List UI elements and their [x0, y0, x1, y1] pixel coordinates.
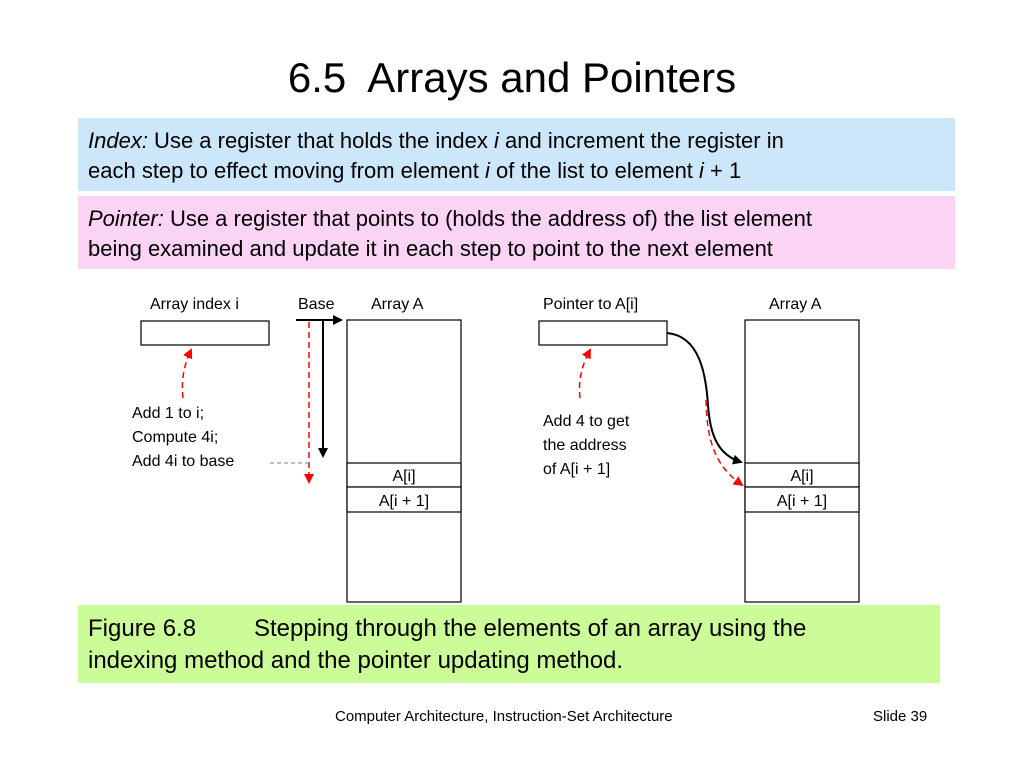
- index-var-i: i: [494, 128, 499, 153]
- pointer-text-1: Use a register that points to (holds the address of) the list element: [163, 206, 812, 231]
- caption-line-1: [88, 613, 930, 645]
- index-term: Index:: [88, 128, 148, 153]
- pointer-term: Pointer:: [88, 206, 164, 231]
- index-text-2a: each step to effect moving from element: [88, 158, 486, 183]
- step-of-ai1: of A[i + 1]: [543, 461, 611, 478]
- figure-caption-box: [78, 605, 940, 683]
- cell-a-i1-right-label: A[i + 1]: [776, 493, 828, 510]
- index-var-i3: i: [699, 158, 704, 183]
- slide-title: 6.5 Arrays and Pointers: [287, 54, 737, 101]
- label-array-a-right: Array A: [769, 296, 822, 313]
- cell-a-i-left-label: A[i]: [392, 468, 416, 485]
- caption-text-1: Stepping through the elements of an array using the: [254, 615, 807, 642]
- next-element-dashed-arrow: [706, 400, 742, 485]
- label-pointer-to-ai: Pointer to A[i]: [543, 296, 639, 313]
- label-array-a-left: Array A: [371, 296, 424, 313]
- pointer-register: [539, 321, 667, 345]
- step-the-address: the address: [543, 437, 627, 454]
- index-text-2c: + 1: [703, 158, 742, 183]
- caption-line-2: indexing method and the pointer updating method.: [88, 647, 624, 674]
- figure-number: Figure 6.8: [88, 615, 197, 642]
- step-add-4: Add 4 to get: [543, 413, 630, 430]
- pointer-line-2: being examined and update it in each step to point to the next element: [88, 236, 773, 261]
- increment-dashed-arrow: [182, 350, 191, 398]
- pointer-update-dashed-arrow: [579, 350, 590, 398]
- label-array-index-i: Array index i: [150, 296, 239, 313]
- pointer-arrow: [667, 333, 741, 462]
- label-base: Base: [298, 296, 335, 313]
- index-var-i2: i: [485, 158, 490, 183]
- step-add-1: Add 1 to i;: [132, 405, 205, 422]
- array-a-left: [347, 320, 461, 602]
- indexing-method-diagram: [132, 296, 461, 602]
- cell-a-i-right-label: A[i]: [790, 468, 814, 485]
- step-compute-4i: Compute 4i;: [132, 429, 219, 446]
- pointer-method-diagram: [539, 296, 859, 602]
- index-register: [141, 321, 269, 345]
- footer-course-title: Computer Architecture, Instruction-Set Architecture: [335, 708, 673, 725]
- array-a-right: [745, 320, 859, 602]
- step-add-4i-base: Add 4i to base: [132, 453, 235, 470]
- index-text-2b: of the list to element: [489, 158, 700, 183]
- index-text-1b: and increment the register in: [498, 128, 784, 153]
- footer-slide-number: Slide 39: [873, 708, 928, 725]
- index-text-1a: Use a register that holds the index: [147, 128, 495, 153]
- cell-a-i1-left-label: A[i + 1]: [378, 493, 430, 510]
